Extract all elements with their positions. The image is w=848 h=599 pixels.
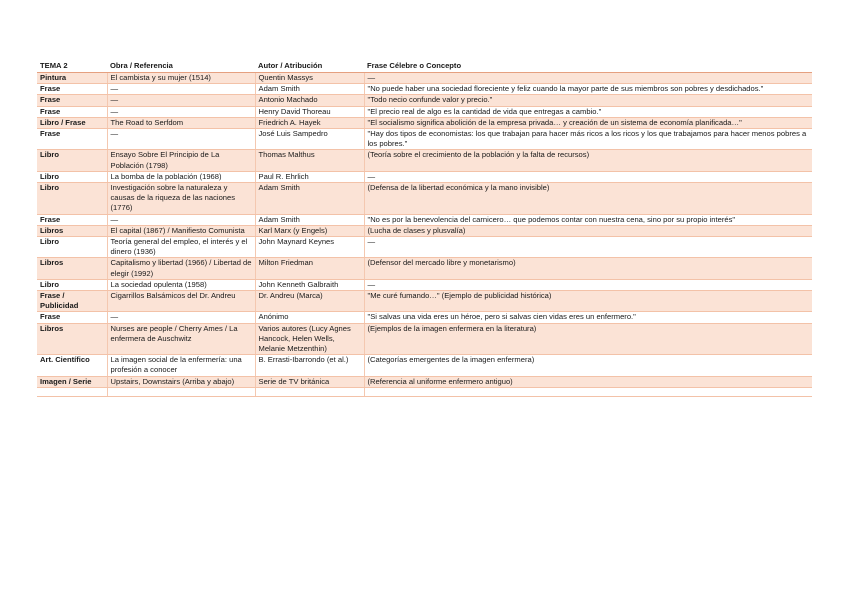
cell-obra: La sociedad opulenta (1958)	[107, 279, 255, 290]
cell-tema: Pintura	[37, 73, 107, 84]
cell-obra: La imagen social de la enfermería: una profesión a conocer	[107, 355, 255, 376]
header-autor: Autor / Atribución	[255, 60, 364, 73]
cell-frase: —	[364, 73, 812, 84]
table-row	[37, 117, 812, 128]
cell-tema: Libros	[37, 258, 107, 279]
cell-frase: (Defensa de la libertad económica y la mano invisible)	[364, 183, 812, 215]
cell-tema: Libro	[37, 237, 107, 258]
cell-autor: John Kenneth Galbraith	[255, 279, 364, 290]
cell-frase: "El socialismo significa abolición de la empresa privada… y creación de un sistema de economía planificada…"	[364, 117, 812, 128]
cell-frase: "No es por la benevolencia del carnicero… que podemos contar con nuestra cena, sino por su propio interés"	[364, 214, 812, 225]
references-table	[37, 60, 812, 397]
cell-tema: Frase	[37, 214, 107, 225]
cell-tema: Frase	[37, 95, 107, 106]
cell-obra: El cambista y su mujer (1514)	[107, 73, 255, 84]
cell-obra: Upstairs, Downstairs (Arriba y abajo)	[107, 376, 255, 387]
cell-frase: (Referencia al uniforme enfermero antiguo)	[364, 376, 812, 387]
table-row	[37, 225, 812, 236]
cell-autor: Varios autores (Lucy Agnes Hancock, Helen Wells, Melanie Metzenthin)	[255, 323, 364, 355]
cell-frase: (Teoría sobre el crecimiento de la población y la falta de recursos)	[364, 150, 812, 171]
cell-autor: Adam Smith	[255, 84, 364, 95]
empty-row	[37, 387, 812, 396]
cell-obra: Cigarrillos Balsámicos del Dr. Andreu	[107, 291, 255, 312]
cell-obra: Investigación sobre la naturaleza y causas de la riqueza de las naciones (1776)	[107, 183, 255, 215]
cell-autor: Antonio Machado	[255, 95, 364, 106]
cell-obra: —	[107, 84, 255, 95]
cell-autor: Henry David Thoreau	[255, 106, 364, 117]
header-frase: Frase Célebre o Concepto	[364, 60, 812, 73]
header-obra: Obra / Referencia	[107, 60, 255, 73]
cell-tema: Libro	[37, 171, 107, 182]
cell-tema: Libro / Frase	[37, 117, 107, 128]
cell-tema: Libro	[37, 183, 107, 215]
table-row	[37, 73, 812, 84]
cell-autor: Friedrich A. Hayek	[255, 117, 364, 128]
table-row	[37, 279, 812, 290]
cell-tema: Art. Científico	[37, 355, 107, 376]
cell-obra: —	[107, 214, 255, 225]
cell-tema: Frase	[37, 84, 107, 95]
cell-frase: (Defensor del mercado libre y monetarismo)	[364, 258, 812, 279]
cell-obra: —	[107, 106, 255, 117]
cell-obra: Teoría general del empleo, el interés y el dinero (1936)	[107, 237, 255, 258]
table-row	[37, 376, 812, 387]
cell-autor: José Luis Sampedro	[255, 129, 364, 150]
table-row	[37, 129, 812, 150]
cell-autor: Karl Marx (y Engels)	[255, 225, 364, 236]
cell-tema: Libros	[37, 225, 107, 236]
cell-frase: "Hay dos tipos de economistas: los que trabajan para hacer más ricos a los ricos y los que trabajamos para hacer menos pobres a los pobres."	[364, 129, 812, 150]
table-row	[37, 291, 812, 312]
table-row	[37, 171, 812, 182]
cell-autor: Paul R. Ehrlich	[255, 171, 364, 182]
cell-frase: —	[364, 237, 812, 258]
table-row	[37, 106, 812, 117]
cell-tema: Libro	[37, 150, 107, 171]
table-row	[37, 312, 812, 323]
cell-obra: The Road to Serfdom	[107, 117, 255, 128]
cell-obra: La bomba de la población (1968)	[107, 171, 255, 182]
cell-autor: Adam Smith	[255, 214, 364, 225]
cell-obra: —	[107, 129, 255, 150]
empty-cell	[364, 387, 812, 396]
cell-tema: Frase / Publicidad	[37, 291, 107, 312]
cell-autor: Milton Friedman	[255, 258, 364, 279]
cell-tema: Libros	[37, 323, 107, 355]
cell-frase: —	[364, 279, 812, 290]
header-row	[37, 60, 812, 73]
cell-frase: "Me curé fumando…" (Ejemplo de publicidad histórica)	[364, 291, 812, 312]
cell-frase: "El precio real de algo es la cantidad de vida que entregas a cambio."	[364, 106, 812, 117]
cell-tema: Frase	[37, 312, 107, 323]
table-row	[37, 258, 812, 279]
empty-cell	[255, 387, 364, 396]
cell-autor: Dr. Andreu (Marca)	[255, 291, 364, 312]
table-row	[37, 183, 812, 215]
cell-autor: B. Errasti-Ibarrondo (et al.)	[255, 355, 364, 376]
cell-frase: (Ejemplos de la imagen enfermera en la literatura)	[364, 323, 812, 355]
cell-frase: (Categorías emergentes de la imagen enfermera)	[364, 355, 812, 376]
cell-tema: Frase	[37, 106, 107, 117]
table-row	[37, 84, 812, 95]
cell-obra: Nurses are people / Cherry Ames / La enfermera de Auschwitz	[107, 323, 255, 355]
table-row	[37, 323, 812, 355]
cell-obra: El capital (1867) / Manifiesto Comunista	[107, 225, 255, 236]
cell-autor: Adam Smith	[255, 183, 364, 215]
cell-obra: Ensayo Sobre El Principio de La Población (1798)	[107, 150, 255, 171]
cell-autor: Anónimo	[255, 312, 364, 323]
table-row	[37, 150, 812, 171]
empty-cell	[37, 387, 107, 396]
cell-tema: Imagen / Serie	[37, 376, 107, 387]
cell-frase: (Lucha de clases y plusvalía)	[364, 225, 812, 236]
table-row	[37, 214, 812, 225]
cell-frase: "No puede haber una sociedad floreciente y feliz cuando la mayor parte de sus miembros son pobres y desdichados."	[364, 84, 812, 95]
cell-frase: —	[364, 171, 812, 182]
cell-autor: John Maynard Keynes	[255, 237, 364, 258]
cell-autor: Serie de TV británica	[255, 376, 364, 387]
table-row	[37, 95, 812, 106]
cell-frase: "Todo necio confunde valor y precio."	[364, 95, 812, 106]
cell-tema: Libro	[37, 279, 107, 290]
cell-obra: —	[107, 312, 255, 323]
cell-obra: Capitalismo y libertad (1966) / Libertad de elegir (1992)	[107, 258, 255, 279]
cell-autor: Thomas Malthus	[255, 150, 364, 171]
empty-cell	[107, 387, 255, 396]
table-row	[37, 355, 812, 376]
cell-obra: —	[107, 95, 255, 106]
header-tema: TEMA 2	[37, 60, 107, 73]
cell-frase: "Si salvas una vida eres un héroe, pero si salvas cien vidas eres un enfermero."	[364, 312, 812, 323]
cell-tema: Frase	[37, 129, 107, 150]
cell-autor: Quentin Massys	[255, 73, 364, 84]
table-row	[37, 237, 812, 258]
